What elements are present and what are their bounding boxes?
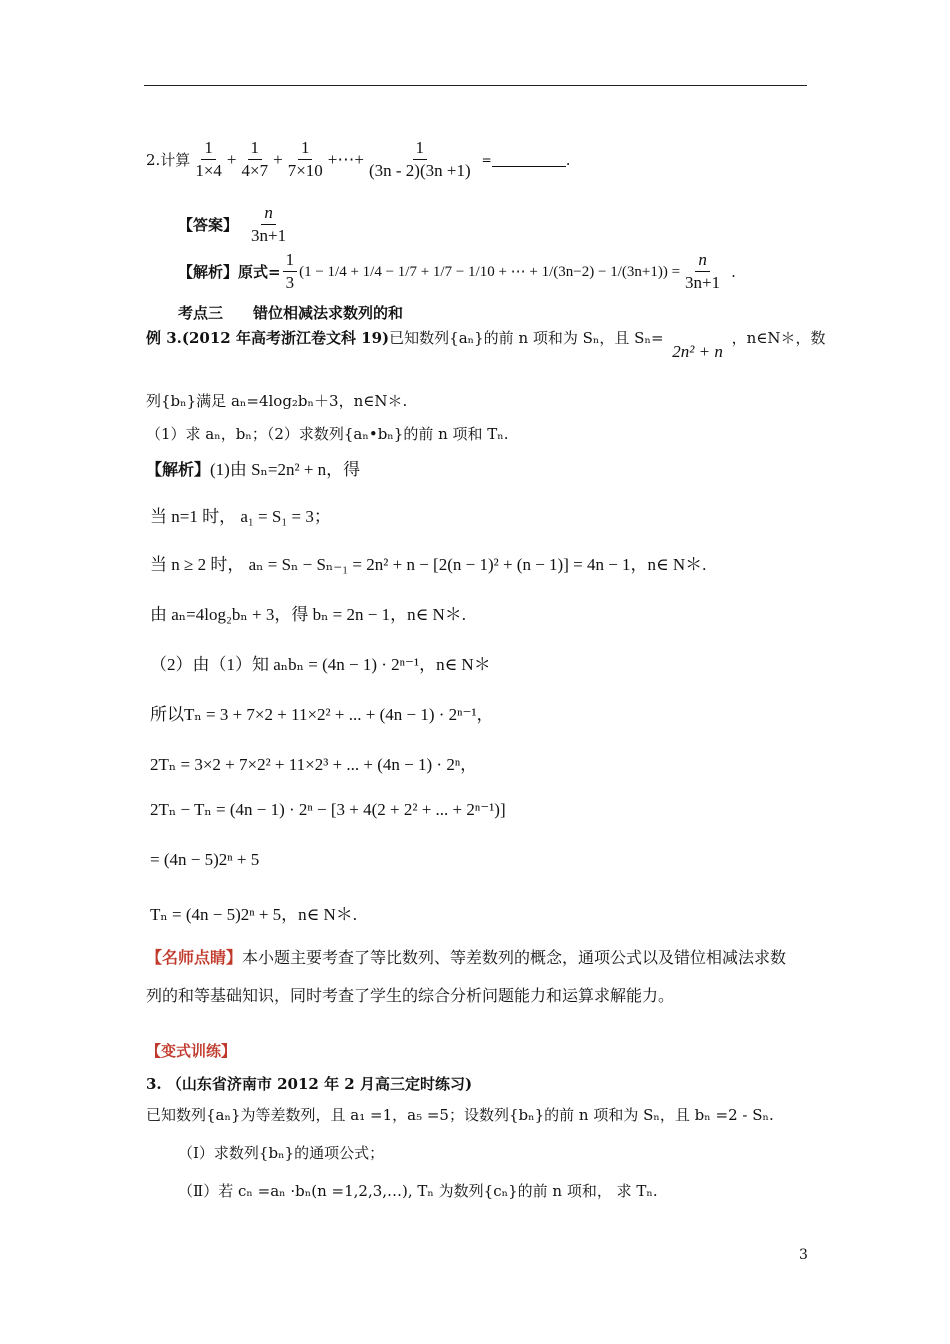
solution-line-5: （2）由（1）知 aₙbₙ = (4n − 1) · 2ⁿ⁻¹，n∈ N＊ <box>150 655 491 674</box>
analysis-1-body: (1 − 1/4 + 1/4 − 1/7 + 1/7 − 1/10 + ⋯ + 1/(3n−2) − 1/(3n+1)) = <box>299 264 681 280</box>
answer-label: 【答案】 <box>178 216 239 234</box>
tip-line-2: 列的和等基础知识，同时考查了学生的综合分析问题能力和运算求解能力。 <box>146 986 675 1005</box>
solution-line-2: 当 n=1 时， a₁ = S₁ = 3； <box>150 507 331 526</box>
variant-question-1: （Ⅰ）求数列{bₙ}的通项公式； <box>178 1144 385 1162</box>
solution-line-3: 当 n ≥ 2 时， aₙ = Sₙ − Sₙ₋₁ = 2n² + n − [2(n − 1)² + (n − 1)] = 4n − 1，n∈ N＊. <box>150 555 707 574</box>
q2-fraction-2: $\frac{1}{4\times 7}$ <box>241 138 269 180</box>
analysis-1-label: 【解析】 <box>178 263 239 281</box>
analysis-1-result: $\frac{n}{3n+1}$ <box>685 250 721 292</box>
q2-fraction-3: $\frac{1}{7\times 10}$ <box>287 138 323 180</box>
answer-block <box>178 203 291 246</box>
variant-label: 【变式训练】 <box>146 1042 237 1060</box>
page-number: 3 <box>799 1247 808 1263</box>
answer-fraction: $\frac{n}{3n+1}$ <box>251 203 287 245</box>
example-3-line-3: （1）求 aₙ，bₙ；（2）求数列{aₙ•bₙ}的前 n 项和 Tₙ. <box>146 425 509 443</box>
solution-line-9: = (4n − 5)2ⁿ + 5 <box>150 850 260 869</box>
q2-equals: = <box>481 152 492 167</box>
tip-label: 【名师点睛】 <box>146 948 243 967</box>
variant-question-2: （Ⅱ）若 cₙ =aₙ ·bₙ(n =1,2,3,…), Tₙ 为数列{cₙ}的前 n 项和， 求 Tₙ. <box>178 1182 658 1200</box>
solution-line-6: 所以Tₙ = 3 + 7×2 + 11×2² + ... + (4n − 1) · 2ⁿ⁻¹， <box>150 705 494 724</box>
header-rule <box>144 85 807 86</box>
tip-line-1: 【名师点睛】本小题主要考查了等比数列、等差数列的概念，通项公式以及错位相减法求数 <box>146 948 787 967</box>
variant-line-1: 已知数列{aₙ}为等差数列，且 a₁ =1，a₅ =5；设数列{bₙ}的前 n 项和为 Sₙ，且 bₙ =2 - Sₙ. <box>146 1106 774 1124</box>
question-2: 2.计算 $\frac{1}{1\times 4}$ + $\frac{1}{4\times 7}$ + $\frac{1}{7\times 10}$ +⋯+ $\frac{1}{(3n - 2)(3n +1)}$ = . <box>146 138 571 180</box>
variant-title: 3. （山东省济南市 2012 年 2 月高三定时练习) <box>146 1075 473 1093</box>
section-heading-3: 考点三 错位相减法求数列的和 <box>178 304 404 322</box>
analysis-1-coef: $\frac{1}{3}$ <box>283 250 298 293</box>
example-3-line-1: 例 3.(2012 年高考浙江卷文科 19)已知数列{aₙ}的前 n 项和为 Sₙ，且 Sₙ= 2n² + n ，n∈N＊，数 <box>146 329 826 361</box>
solution-line-10: Tₙ = (4n − 5)2ⁿ + 5，n∈ N＊. <box>150 905 358 924</box>
sn-formula: 2n² + n <box>672 342 723 361</box>
q2-label: 2.计算 <box>146 151 191 169</box>
q2-ellipsis: +⋯+ <box>327 149 364 169</box>
answer-blank <box>492 152 566 167</box>
analysis-1: 【解析】 原式= $\frac{1}{3}$ (1 − 1/4 + 1/4 − 1/7 + 1/7 − 1/10 + ⋯ + 1/(3n−2) − 1/(3n+1)) = $\frac{n}{3n+1}$ . <box>178 250 736 292</box>
solution-line-1: 【解析】(1)由 Sₙ=2n² + n，得 <box>146 460 361 479</box>
solution-line-8: 2Tₙ − Tₙ = (4n − 1) · 2ⁿ − [3 + 4(2 + 2² + ... + 2ⁿ⁻¹)] <box>150 800 506 819</box>
example-3-line-2: 列{bₙ}满足 aₙ=4log₂bₙ＋3，n∈N＊. <box>146 392 408 410</box>
solution-line-7: 2Tₙ = 3×2 + 7×2² + 11×2³ + ... + (4n − 1) · 2ⁿ， <box>150 755 478 774</box>
solution-label: 【解析】 <box>146 460 211 479</box>
q2-fraction-4: $\frac{1}{(3n - 2)(3n +1)}$ <box>368 138 471 180</box>
q2-fraction-1: $\frac{1}{1\times 4}$ <box>195 138 222 180</box>
solution-line-4: 由 aₙ=4log₂bₙ + 3，得 bₙ = 2n − 1，n∈ N＊. <box>150 605 466 624</box>
